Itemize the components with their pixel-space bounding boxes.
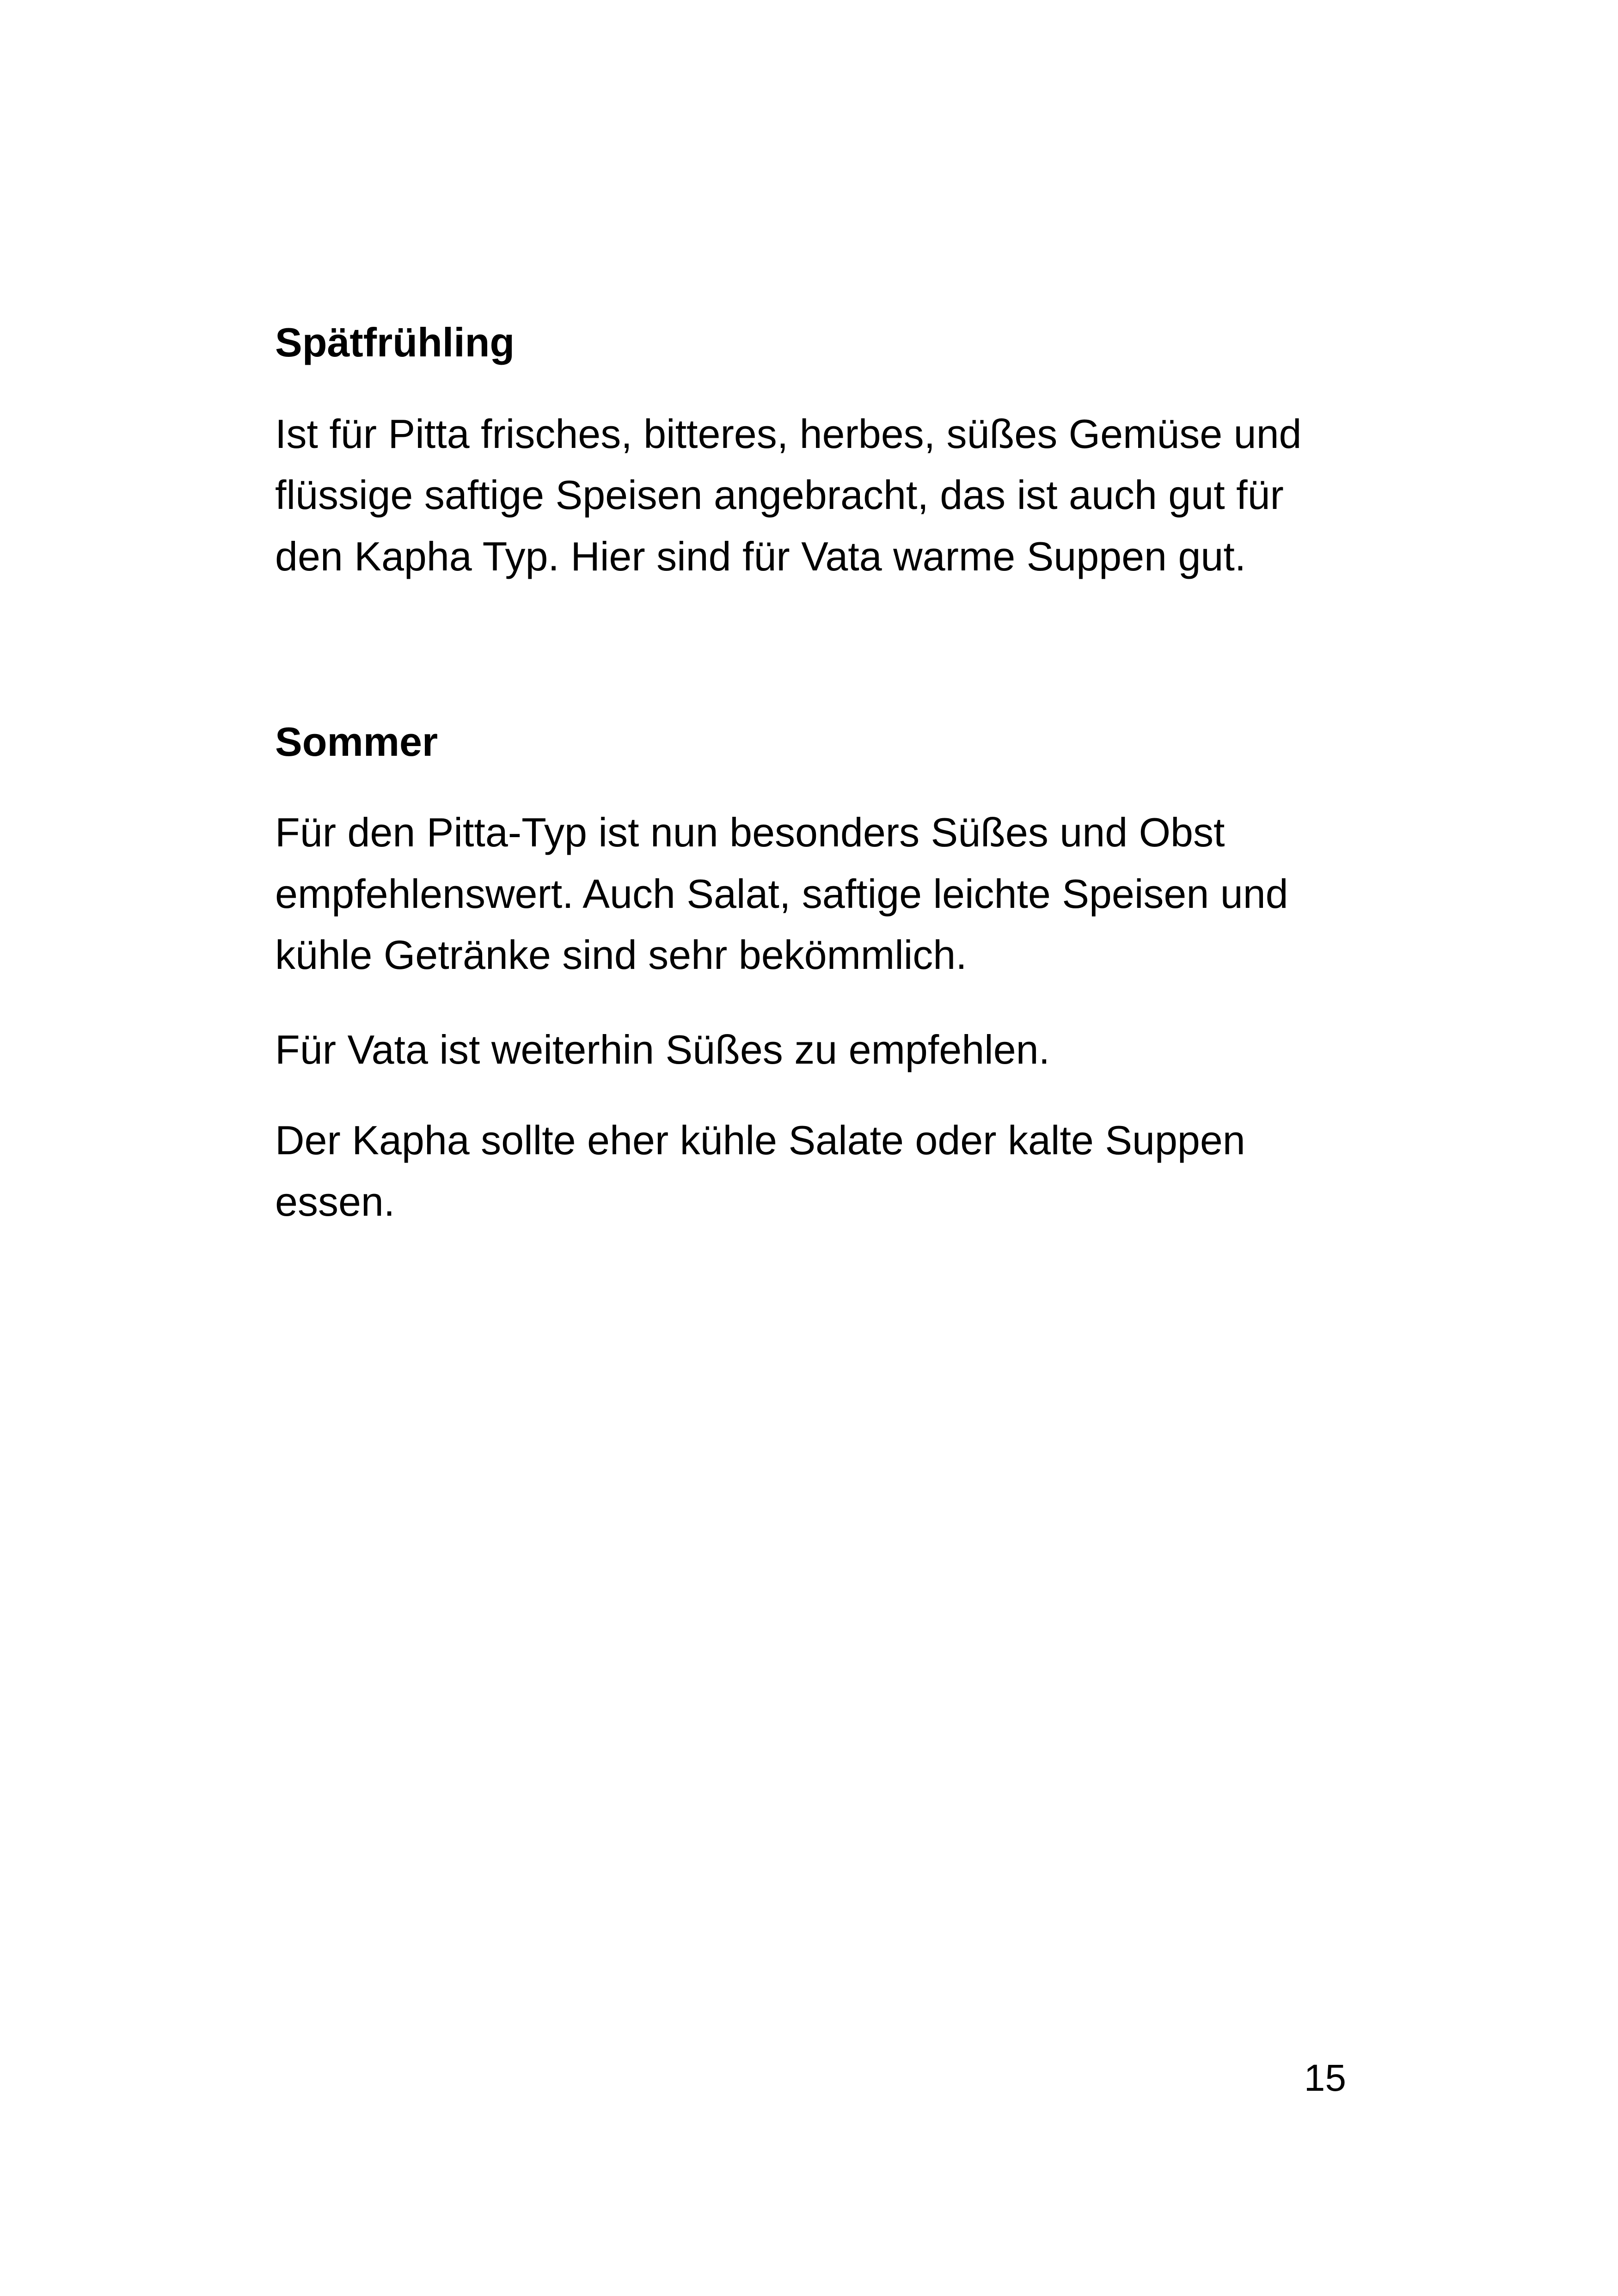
paragraph-line: den Kapha Typ. Hier sind für Vata warme Suppen gut. [275,533,1246,579]
paragraph-line: essen. [275,1179,395,1225]
page-number: 15 [1304,2057,1346,2099]
paragraph-line: empfehlenswert. Auch Salat, saftige leichte Speisen und [275,871,1288,917]
section-heading-spaetfruehling: Spätfrühling [275,319,515,365]
paragraph-line: flüssige saftige Speisen angebracht, das ist auch gut für [275,472,1284,518]
section-heading-sommer: Sommer [275,719,438,765]
paragraph-line: Der Kapha sollte eher kühle Salate oder kalte Suppen [275,1117,1245,1163]
paragraph-line: kühle Getränke sind sehr bekömmlich. [275,932,967,978]
paragraph-line: Für Vata ist weiterhin Süßes zu empfehlen. [275,1027,1050,1072]
paragraph-line: Für den Pitta-Typ ist nun besonders Süßes und Obst [275,809,1225,855]
paragraph-line: Ist für Pitta frisches, bitteres, herbes, süßes Gemüse und [275,411,1302,457]
